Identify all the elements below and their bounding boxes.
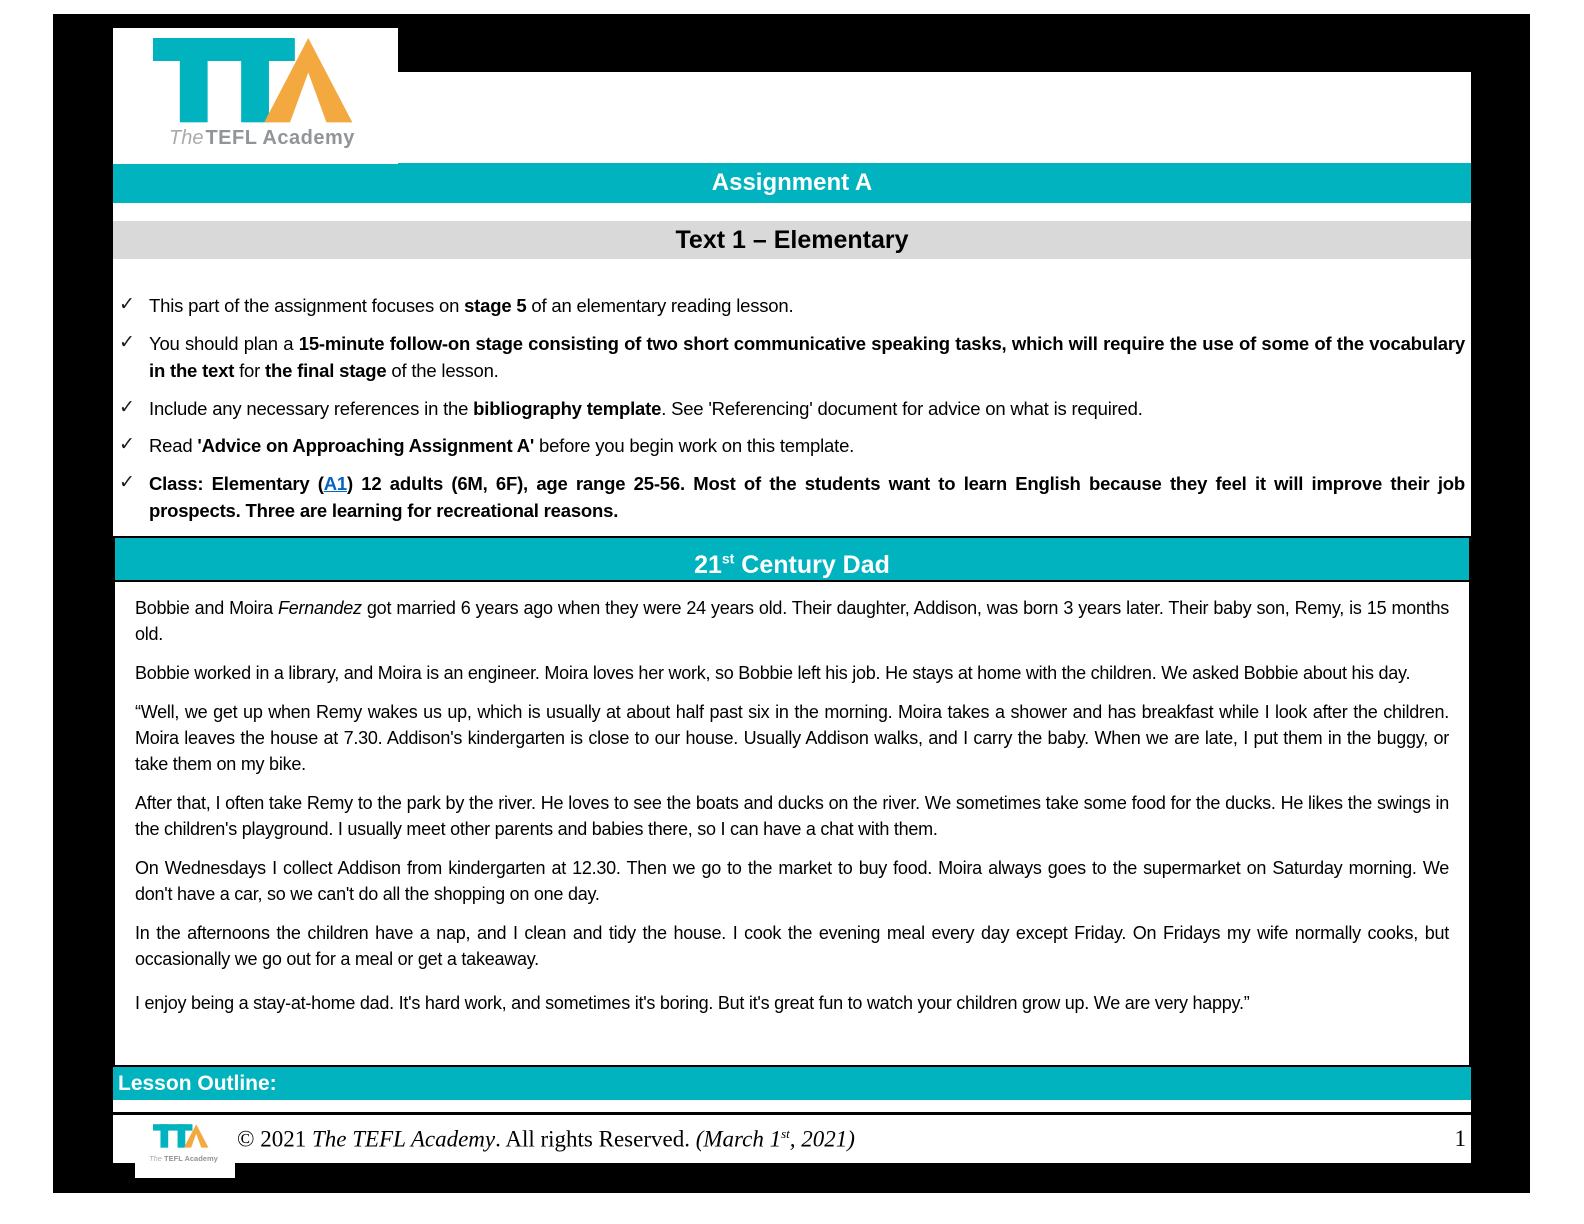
checkmark-icon: ✓ [119, 331, 135, 353]
story-title-bar [115, 538, 1469, 580]
checklist-item [119, 432, 1465, 460]
footer-logo-caption [149, 1154, 218, 1163]
story-paragraph: In the afternoons the children have a nap, and I clean and tidy the house. I cook the evening meal every day except Friday. On Fridays my wife normally cooks, but occasionally we go out for a meal or get a takeaway. [135, 923, 1449, 969]
footer-logo-the: The [149, 1154, 162, 1163]
checklist [119, 292, 1465, 535]
checkmark-icon: ✓ [119, 396, 135, 418]
checklist-text: Include any necessary references in the bibliography template. See 'Referencing' document for advice on what is required. [149, 397, 1143, 419]
checklist-text: You should plan a 15-minute follow-on stage consisting of two short communicative speaking tasks, which will require the use of some of the vocabulary in the text for the final stage of the lesson. [149, 332, 1465, 381]
footer-divider [113, 1112, 1471, 1115]
section-title-bar [113, 221, 1471, 259]
lesson-outline-bar [113, 1067, 1471, 1100]
checklist-text: Read 'Advice on Approaching Assignment A' before you begin work on this template. [149, 435, 855, 456]
story-paragraph: I enjoy being a stay-at-home dad. It's hard work, and sometimes it's boring. But it's great fun to watch your children grow up. We are very happy.” [135, 993, 1250, 1013]
logo-the: The [169, 127, 204, 149]
footer-tta-logo-icon [153, 1122, 217, 1152]
checklist-text: This part of the assignment focuses on stage 5 of an elementary reading lesson. [149, 295, 794, 316]
story-paragraph: On Wednesdays I collect Addison from kindergarten at 12.30. Then we go to the market to buy food. Moira always goes to the supermarket on Saturday morning. We don't have a car, so we can't do all the shopping on one day. [135, 858, 1449, 904]
link-a1[interactable]: A1 [323, 472, 347, 494]
story-paragraph: “Well, we get up when Remy wakes us up, which is usually at about half past six in the morning. Moira takes a shower and has breakfast while I look after the children. Moira leaves the house at 7.30. Addison's kindergarten is close to our house. Usually Addison walks, and I carry the baby. When we are late, I put them in the buggy, or take them on my bike. [135, 702, 1449, 774]
checklist-text: Class: Elementary (A1) 12 adults (6M, 6F), age range 25-56. Most of the students want to learn English because they feel it will improve their job prospects. Three are learning for recreational reasons. [149, 472, 1465, 521]
page-number: 1 [1454, 1126, 1466, 1151]
checklist-item [119, 470, 1465, 525]
footer-logo-name: TEFL Academy [164, 1154, 218, 1163]
story-paragraph: After that, I often take Remy to the park by the river. He loves to see the boats and ducks on the river. We sometimes take some food for the ducks. He likes the swings in the children's playground. I usually meet other parents and babies there, so I can have a chat with them. [135, 793, 1449, 839]
tta-logo-icon [153, 38, 383, 130]
footer-copyright: © 2021 The TEFL Academy. All rights Reserved. (March 1st, 2021) [237, 1126, 855, 1152]
tta-logo [113, 28, 398, 164]
checkmark-icon: ✓ [119, 294, 135, 315]
document-page [113, 72, 1471, 1163]
footer-logo [135, 1118, 235, 1178]
story-title: 21st Century Dad [694, 551, 890, 580]
checklist-item [119, 395, 1465, 423]
tta-logo-caption [169, 127, 355, 150]
checkmark-icon: ✓ [119, 471, 135, 493]
checkmark-icon: ✓ [119, 434, 135, 455]
story-paragraph: Bobbie and Moira Fernandez got married 6 years ago when they were 24 years old. Their daughter, Addison, was born 3 years later. Their baby son, Remy, is 15 months old. [135, 598, 1449, 644]
lesson-outline-label: Lesson Outline: [118, 1072, 277, 1095]
assignment-title: Assignment A [711, 169, 873, 196]
section-title: Text 1 – Elementary [675, 226, 909, 254]
assignment-title-bar [113, 163, 1471, 203]
story-table [113, 536, 1471, 1067]
checklist-item [119, 330, 1465, 385]
checklist-item [119, 292, 1465, 320]
story-paragraph: Bobbie worked in a library, and Moira is an engineer. Moira loves her work, so Bobbie left his job. He stays at home with the children. We asked Bobbie about his day. [135, 663, 1411, 683]
story-body [115, 580, 1469, 1065]
logo-name: TEFL Academy [205, 127, 355, 149]
